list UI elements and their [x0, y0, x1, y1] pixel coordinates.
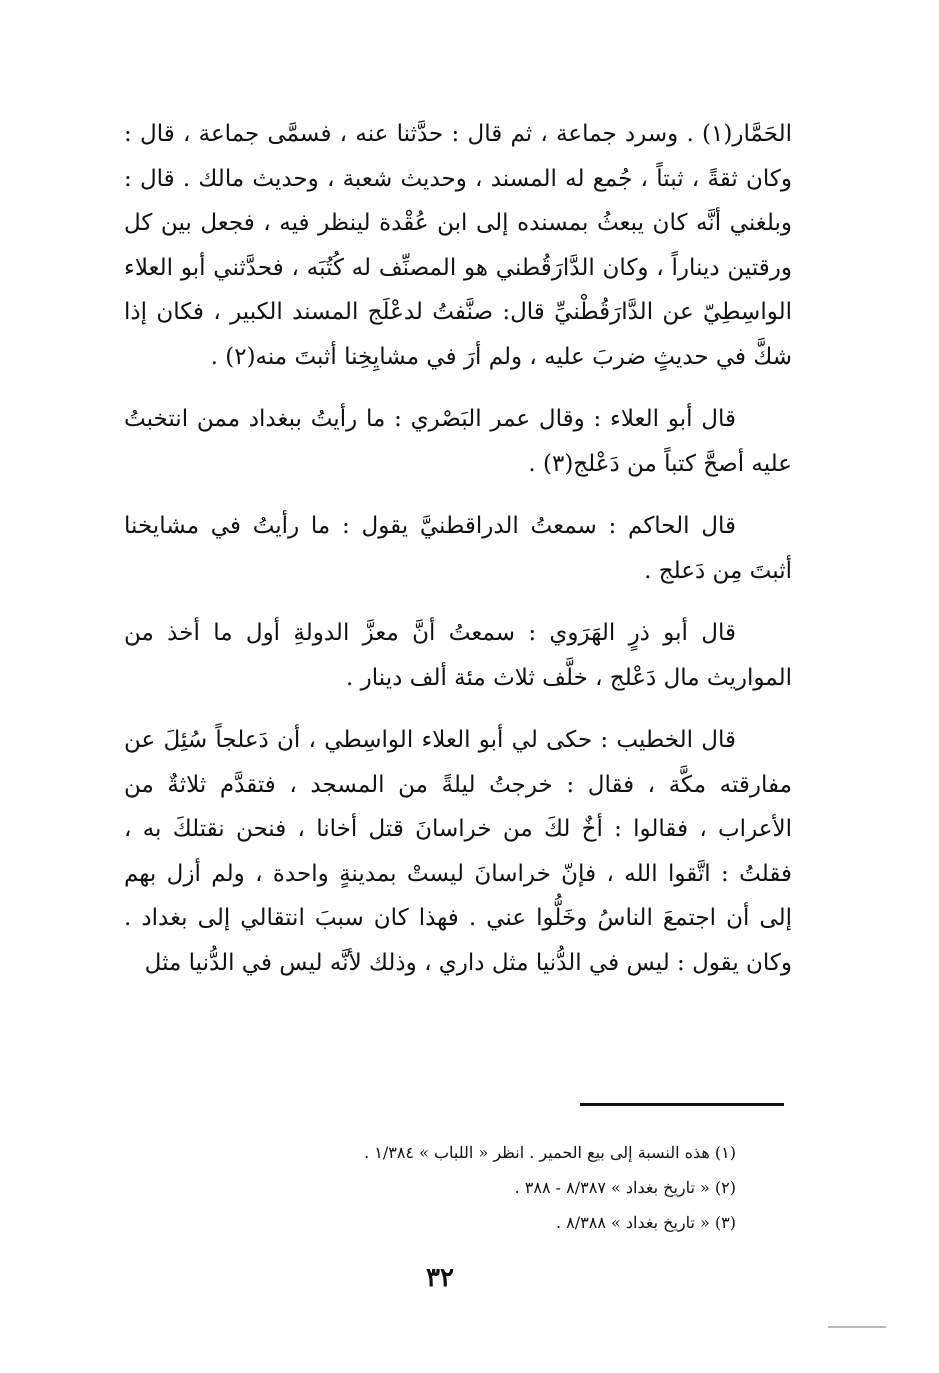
paragraph-5: قال الخطيب : حكى لي أبو العلاء الواسِطي ، أن دَعلجاً سُئِلَ عن مفارقته مكَّة ، فقال : خرجتُ ليلةً من المسجد ، فتقدَّم ثلاثةٌ من الأعراب ، فقالوا : أخٌ لكَ من خراسانَ قتل أخانا ، فنحن نقتلكَ به ، فقلتُ : اتَّقوا الله ، فإنّ خراسانَ ليستْ بمدينةٍ واحدة ، ولم أزل بهم إلى أن اجتمعَ الناسُ وخَلُّوا عني . فهذا كان سببَ انتقالي إلى بغداد . وكان يقول : ليس في الدُّنيا مثل داري ، وذلك لأنَّه ليس في الدُّنيا مثل	[124, 727, 792, 976]
footnotes	[300, 1135, 736, 1240]
scan-artifact-line	[828, 1326, 886, 1328]
footnote-3: (٣) « تاريخ بغداد » ٨/٣٨٨ .	[555, 1213, 736, 1232]
main-text	[124, 112, 792, 1003]
footnote-separator	[580, 1103, 784, 1106]
page-number: ٣٢	[426, 1263, 454, 1293]
paragraph-4: قال أبو ذرٍ الهَرَوي : سمعتُ أنَّ معزَّ الدولةِ أول ما أخذ من المواريث مال دَعْلج ، خلَّف ثلاث مئة ألف دينار .	[124, 620, 792, 691]
paragraph-2: قال أبو العلاء : وقال عمر البَصْري : ما رأيتُ ببغداد ممن انتخبتُ عليه أصحَّ كتباً من دَعْلج(٣) .	[124, 406, 792, 477]
footnote-2: (٢) « تاريخ بغداد » ٨/٣٨٧ - ٣٨٨ .	[514, 1178, 736, 1197]
paragraph-1: الحَمَّار(١) . وسرد جماعة ، ثم قال : حدَّثنا عنه ، فسمَّى جماعة ، قال : وكان ثقةً ، ثبتاً ، جُمع له المسند ، وحديث شعبة ، وحديث مالك . قال : وبلغني أنَّه كان يبعثُ بمسنده إلى ابن عُقْدة لينظر فيه ، فجعل بين كل ورقتين ديناراً ، وكان الدَّارَقُطني هو المصنِّف له كُتُبَه ، فحدَّثني أبو العلاء الواسِطِيّ عن الدَّارَقُطْنيِّ قال: صنَّفتُ لدعْلَج المسند الكبير ، فكان إذا شكَّ في حديثٍ ضربَ عليه ، ولم أرَ في مشايِخِنا أثبتَ منه(٢) .	[124, 121, 792, 370]
footnote-1: (١) هذه النسبة إلى بيع الحمير . انظر « اللباب » ١/٣٨٤ .	[364, 1143, 736, 1162]
paragraph-3: قال الحاكم : سمعتُ الدراقطنيَّ يقول : ما رأيتُ في مشايخنا أثبتَ مِن دَعلج .	[124, 513, 792, 584]
